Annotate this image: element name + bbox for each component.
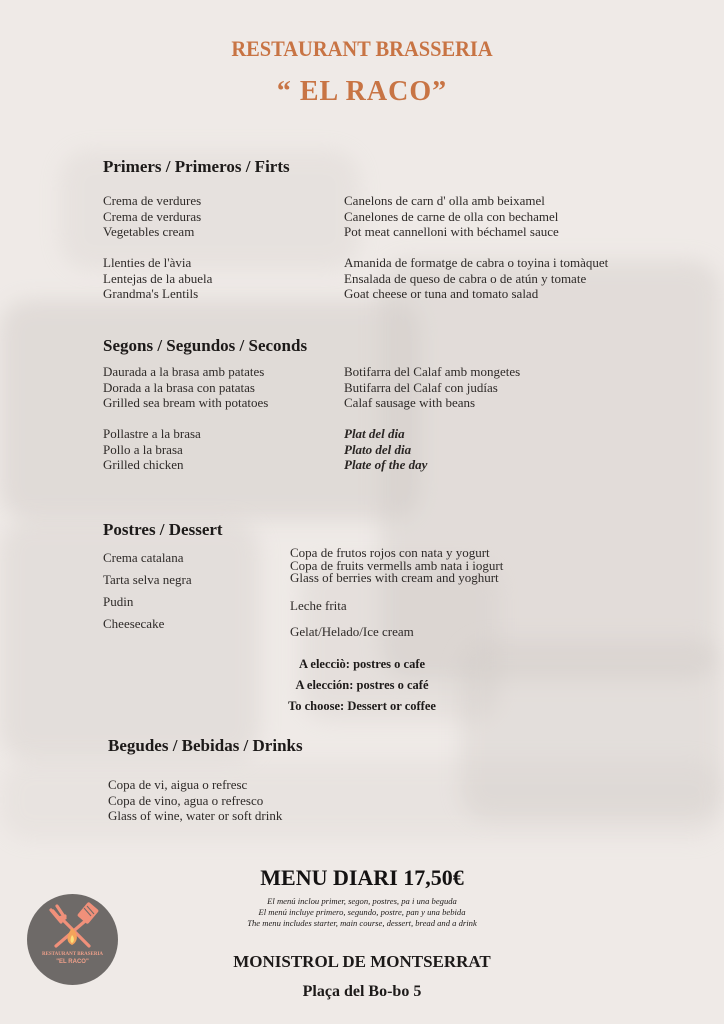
second-left-group-2 — [103, 426, 201, 473]
drink-line: Copa de vi, aigua o refresc — [108, 777, 248, 792]
dish-line: Plato del dia — [344, 441, 412, 457]
dish-line: Grandma's Lentils — [103, 286, 199, 301]
dish-line: Calaf sausage with beans — [344, 395, 476, 410]
dish-line: Canelones de carne de olla con bechamel — [344, 208, 559, 224]
dessert-ice-cream: Gelat/Helado/Ice cream — [290, 624, 414, 639]
dish-line: Pollo a la brasa — [103, 441, 183, 457]
dish-line: Botifarra del Calaf amb mongetes — [344, 364, 521, 379]
menu-price: MENU DIARI 17,50€ — [260, 865, 464, 890]
dish-line: Crema de verdures — [103, 193, 202, 208]
dessert-item: Pudin — [103, 594, 134, 609]
drinks-list — [108, 777, 282, 824]
dessert-line: Copa de fruits vermells amb nata i iogurt — [290, 557, 504, 573]
street-address: Plaça del Bo-bo 5 — [302, 983, 422, 1000]
dish-line: Plate of the day — [344, 457, 428, 472]
choice-line: To choose: Dessert or coffee — [288, 699, 436, 713]
dish-line: Amanida de formatge de cabra o toyina i tomàquet — [344, 255, 609, 270]
section-title-first: Primers / Primeros / Firts — [103, 157, 290, 176]
dessert-berries — [290, 547, 503, 585]
dessert-item: Cheesecake — [103, 616, 165, 631]
first-left-group-2 — [103, 255, 212, 302]
drink-line: Copa de vino, agua o refresco — [108, 792, 264, 808]
first-left-group-1 — [103, 193, 201, 240]
section-title-second: Segons / Segundos / Seconds — [103, 336, 308, 355]
dessert-leche-frita: Leche frita — [290, 598, 347, 613]
dish-line: Grilled sea bream with potatoes — [103, 395, 269, 410]
dish-line: Pot meat cannelloni with béchamel sauce — [344, 224, 559, 239]
note-line: The menu includes starter, main course, dessert, bread and a drink — [247, 918, 477, 928]
dish-line: Ensalada de queso de cabra o de atún y tomate — [344, 270, 587, 286]
dish-line: Vegetables cream — [103, 224, 195, 239]
dish-line: Crema de verduras — [103, 208, 202, 224]
dish-line: Dorada a la brasa con patatas — [103, 379, 255, 395]
first-right-group-2 — [344, 255, 608, 302]
dish-line: Lentejas de la abuela — [103, 270, 213, 286]
dish-line: Canelons de carn d' olla amb beixamel — [344, 193, 545, 208]
note-line: El menú inclou primer, segon, postres, pa i una beguda — [267, 896, 457, 906]
choice-line: A elección: postres o café — [295, 678, 429, 692]
first-right-group-1 — [344, 193, 559, 240]
dish-line: Grilled chicken — [103, 457, 184, 472]
dish-line: Daurada a la brasa amb patates — [103, 364, 265, 379]
drink-line: Glass of wine, water or soft drink — [108, 808, 283, 823]
logo-text-line2: "EL RACO" — [56, 959, 89, 965]
dish-line: Llenties de l'àvia — [103, 255, 192, 270]
dish-line: Plat del dia — [344, 426, 405, 441]
section-title-dessert: Postres / Dessert — [103, 520, 223, 539]
dessert-left-list — [103, 547, 192, 635]
logo-text-line1: RESTAURANT BRASERIA — [41, 952, 104, 957]
dessert-item: Crema catalana — [103, 550, 184, 565]
dessert-or-coffee-choice — [0, 657, 724, 720]
city-name: MONISTROL DE MONTSERRAT — [233, 952, 491, 971]
second-right-group-2 — [344, 426, 427, 473]
dessert-item: Tarta selva negra — [103, 572, 192, 587]
second-right-group-1 — [344, 364, 520, 411]
restaurant-type: RESTAURANT BRASSERIA — [231, 36, 493, 61]
restaurant-name: “ EL RACO” — [276, 76, 448, 107]
dessert-line: Copa de frutos rojos con nata y yogurt — [290, 545, 490, 560]
section-title-drinks: Begudes / Bebidas / Drinks — [108, 736, 303, 755]
dish-line: Goat cheese or tuna and tomato salad — [344, 286, 539, 301]
note-line: El menú incluye primero, segundo, postre, pan y una bebida — [258, 907, 466, 917]
second-left-group-1 — [103, 364, 268, 411]
dessert-line: Glass of berries with cream and yoghurt — [290, 570, 499, 585]
choice-line: A elecciò: postres o cafe — [298, 657, 426, 671]
dish-line: Butifarra del Calaf con judías — [344, 379, 498, 395]
dish-line: Pollastre a la brasa — [103, 426, 201, 441]
